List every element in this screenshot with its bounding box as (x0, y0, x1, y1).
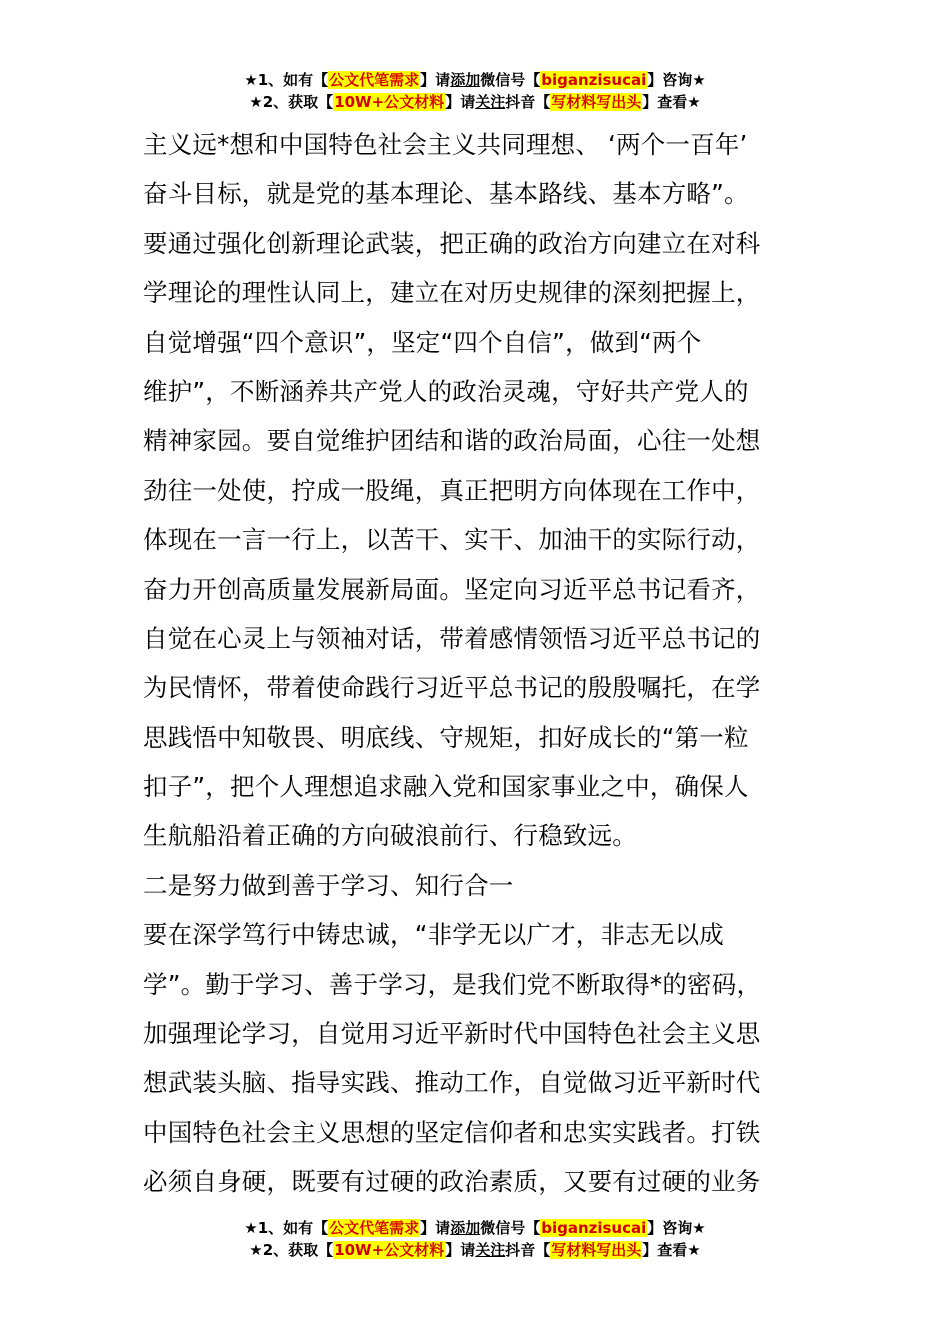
banner-highlight: 10W+公文材料 (334, 1241, 445, 1259)
banner-text: 抖音【 (505, 93, 551, 111)
footer-banner (0, 1217, 950, 1261)
body-line: 主义远*想和中国特色社会主义共同理想、 ‘两个一百年’ (143, 130, 748, 159)
body-line: 中国特色社会主义思想的坚定信仰者和忠实实践者。打铁 (143, 1117, 761, 1147)
banner-highlight: 公文代笔需求 (329, 1219, 420, 1237)
body-line: 精神家园。要自觉维护团结和谐的政治局面，心往一处想 (143, 426, 761, 456)
banner-highlight: 10W+公文材料 (334, 93, 445, 111)
body-line: 生航船沿着正确的方向破浪前行、行稳致远。 (143, 821, 637, 851)
banner-text: 】请 (445, 1241, 476, 1259)
banner-underlined: 关注 (475, 1241, 506, 1259)
banner-line-1 (0, 69, 950, 91)
header-banner (0, 69, 950, 113)
banner-text: ★1、如有【 (244, 1219, 329, 1237)
section-heading: 二是努力做到善于学习、知行合一 (143, 870, 514, 900)
body-line: 想武装头脑、指导实践、推动工作，自觉做习近平新时代 (143, 1068, 761, 1098)
body-line: 学”。勤于学习、善于学习，是我们党不断取得*的密码， (143, 969, 762, 999)
body-line: 为民情怀，带着使命践行习近平总书记的殷殷嘱托，在学 (143, 673, 761, 703)
banner-highlight: biganzisucai (541, 71, 647, 89)
banner-highlight: biganzisucai (541, 1219, 647, 1237)
body-line: 加强理论学习，自觉用习近平新时代中国特色社会主义思 (143, 1019, 761, 1049)
banner-underlined: 添加 (450, 71, 481, 89)
banner-text: 】请 (420, 71, 451, 89)
banner-text: 】查看★ (642, 1241, 701, 1259)
body-line: 要通过强化创新理论武装，把正确的政治方向建立在对科 (143, 228, 761, 258)
body-line: 思践悟中知敬畏、明底线、守规矩，扣好成长的“第一粒 (143, 722, 749, 752)
body-line: 扣子”，把个人理想追求融入党和国家事业之中，确保人 (143, 772, 749, 802)
body-line: 自觉在心灵上与领袖对话，带着感情领悟习近平总书记的 (143, 623, 761, 653)
banner-line-2 (0, 91, 950, 113)
body-line: 奋斗目标，就是党的基本理论、基本路线、基本方略”。 (143, 179, 749, 209)
banner-line-2 (0, 1239, 950, 1261)
banner-highlight: 写材料写出头 (551, 93, 642, 111)
banner-text: 抖音【 (505, 1241, 551, 1259)
body-line: 要在深学笃行中铸忠诚，“非学无以广才，非志无以成 (143, 920, 724, 950)
banner-highlight: 公文代笔需求 (329, 71, 420, 89)
banner-highlight: 写材料写出头 (551, 1241, 642, 1259)
banner-text: ★1、如有【 (244, 71, 329, 89)
banner-text: 】咨询★ (647, 1219, 706, 1237)
banner-text: ★2、获取【 (249, 1241, 334, 1259)
body-line: 自觉增强“四个意识”，坚定“四个自信”，做到“两个 (143, 327, 702, 357)
banner-text: 】咨询★ (647, 71, 706, 89)
body-line: 维护”，不断涵养共产党人的政治灵魂，守好共产党人的 (143, 376, 749, 406)
banner-text: 】查看★ (642, 93, 701, 111)
banner-text: 微信号【 (480, 1219, 541, 1237)
body-line: 劲往一处使，拧成一股绳，真正把明方向体现在工作中， (143, 475, 761, 505)
banner-text: 】请 (420, 1219, 451, 1237)
banner-line-1 (0, 1217, 950, 1239)
body-line: 学理论的理性认同上，建立在对历史规律的深刻把握上， (143, 278, 761, 308)
body-line: 必须自身硬，既要有过硬的政治素质，又要有过硬的业务 (143, 1167, 761, 1197)
banner-text: 微信号【 (480, 71, 541, 89)
document-body (143, 120, 813, 1207)
banner-underlined: 关注 (475, 93, 506, 111)
body-line: 体现在一言一行上，以苦干、实干、加油干的实际行动， (143, 525, 761, 555)
body-line: 奋力开创高质量发展新局面。坚定向习近平总书记看齐， (143, 574, 761, 604)
banner-text: ★2、获取【 (249, 93, 334, 111)
banner-underlined: 添加 (450, 1219, 481, 1237)
banner-text: 】请 (445, 93, 476, 111)
